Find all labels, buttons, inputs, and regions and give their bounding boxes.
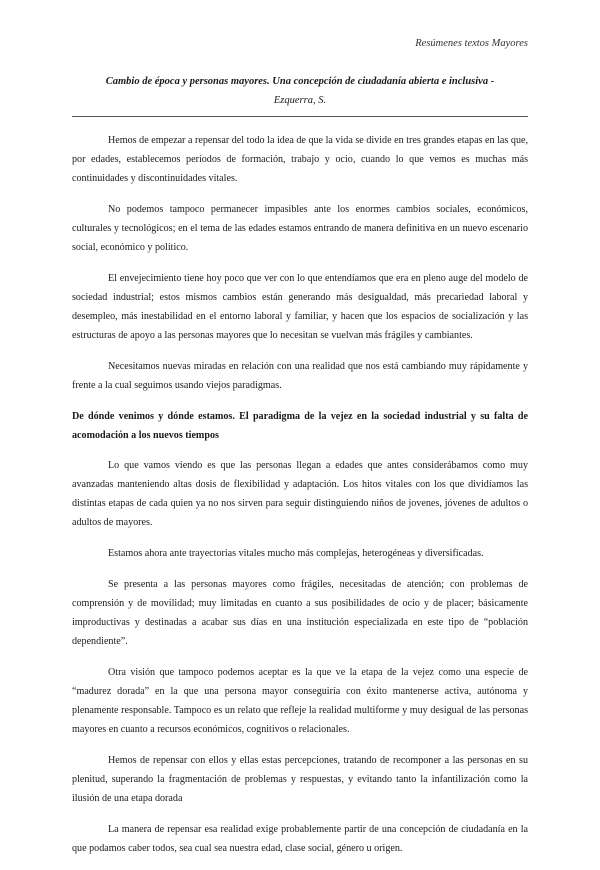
section-paragraph: Lo que vamos viendo es que las personas llegan a edades que antes considerábamos como muy avanzadas manteniendo altas dosis de flexibilidad y adaptación. Los hitos vitales con los que dividíamos las distintas etapas de cada quien ya no nos sirven para seguir distinguiendo niños de jovenes, jóvenes de adultos o adultos de mayores. [72,460,528,528]
title-block [72,72,528,110]
document-body [72,131,528,870]
body-paragraph: El envejecimiento tiene hoy poco que ver con lo que entendíamos que era en pleno auge del modelo de sociedad industrial; estos mismos cambios están generando más desigualdad, más precariedad laboral y desempleo, más inestabilidad en el entorno laboral y familiar, y hacen que los espacios de socialización y las estructuras de apoyo a las personas mayores que lo necesitan se vuelvan más frágiles y cambiantes. [72,273,528,341]
document-author: Ezquerra, S. [273,95,327,106]
document-title: Cambio de época y personas mayores. Una concepción de ciudadanía abierta e inclusiva - [105,76,495,87]
section-paragraph: Hemos de repensar con ellos y ellas estas percepciones, tratando de recomponer a las personas en su plenitud, superando la fragmentación de problemas y respuestas, y evitando tanto la infantilización como la ilusión de una etapa dorada [72,755,528,804]
body-paragraph: Necesitamos nuevas miradas en relación con una realidad que nos está cambiando muy rápidamente y frente a la cual seguimos usando viejos paradigmas. [72,361,528,391]
section-paragraph: La manera de repensar esa realidad exige probablemente partir de una concepción de ciudadanía en la que podamos caber todos, sea cual sea nuestra edad, clase social, género u origen. [72,824,528,854]
section-paragraph: Otra visión que tampoco podemos aceptar es la que ve la etapa de la vejez como una especie de “madurez dorada” en la que una persona mayor conseguiría con éxito mantenerse activa, autónoma y plenamente responsable. Tampoco es un relato que refleje la realidad multiforme y muy desigual de las personas mayores en cuanto a recursos económicos, cognitivos o relacionales. [72,667,528,735]
section-heading: De dónde venimos y dónde estamos. El paradigma de la vejez en la sociedad industrial y su falta de acomodación a los nuevos tiempos [72,411,528,441]
section-paragraph: Se presenta a las personas mayores como frágiles, necesitadas de atención; con problemas de comprensión y de movilidad; muy limitadas en cuanto a sus posibilidades de ocio y de placer; básicamente improductivas y destinadas a acabar sus días en una institución especializada en este tipo de “población dependiente”. [72,579,528,647]
body-paragraph: Hemos de empezar a repensar del todo la idea de que la vida se divide en tres grandes etapas en las que, por edades, establecemos períodos de formación, trabajo y ocio, cuando lo que vemos es muchas más continuidades y discontinuidades vitales. [72,135,528,184]
section-paragraph: Estamos ahora ante trayectorias vitales mucho más complejas, heterogéneas y diversificadas. [108,548,484,559]
body-paragraph: No podemos tampoco permanecer impasibles ante los enormes cambios sociales, económicos, culturales y tecnológicos; en el tema de las edades estamos entrando de manera definitiva en un nuevo escenario social, económico y político. [72,204,528,253]
title-divider [72,116,528,117]
running-header: Resúmenes textos Mayores [415,38,528,49]
